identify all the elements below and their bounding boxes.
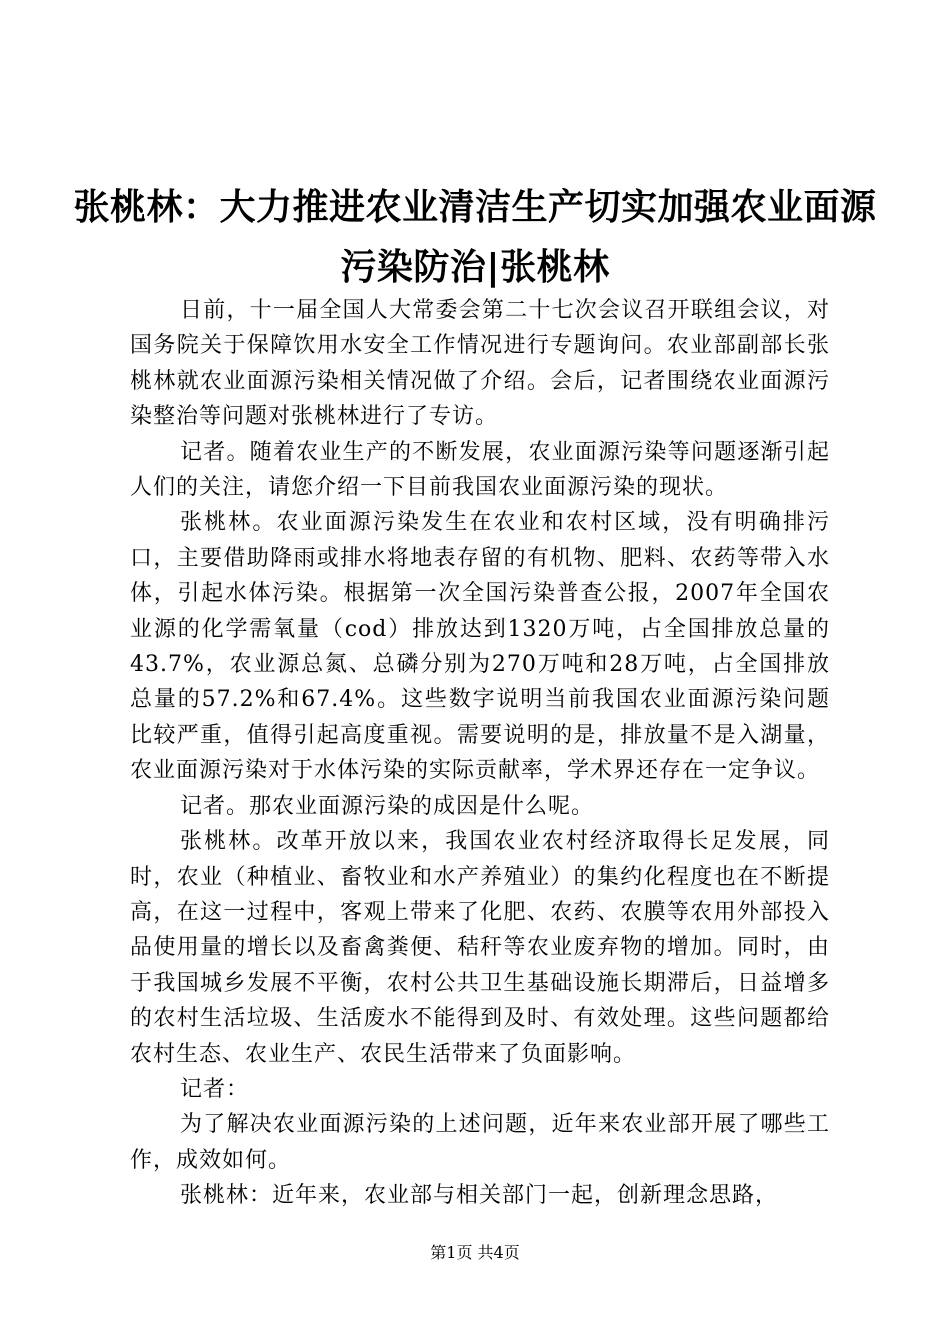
paragraph: 记者：	[180, 1076, 250, 1102]
page-footer: 第1页 共4页	[430, 1243, 520, 1262]
paragraph: 张桃林：近年来，农业部与相关部门一起，创新理念思路，	[180, 1183, 779, 1209]
document-body	[130, 293, 830, 1214]
paragraph: 张桃林。改革开放以来，我国农业农村经济取得长足发展，同时，农业（种植业、畜牧业和水产养殖业）的集约化程度也在不断提高，在这一过程中，客观上带来了化肥、农药、农膜等农用外部投入品使用量的增长以及畜禽粪便、秸秆等农业废弃物的增加。同时，由于我国城乡发展不平衡，农村公共卫生基础设施长期滞后，日益增多的农村生活垃圾、生活废水不能得到及时、有效处理。这些问题都给农村生态、农业生产、农民生活带来了负面影响。	[130, 829, 830, 1067]
paragraph: 日前，十一届全国人大常委会第二十七次会议召开联组会议，对国务院关于保障饮用水安全工作情况进行专题询问。农业部副部长张桃林就农业面源污染相关情况做了介绍。会后，记者围绕农业面源污染整治等问题对张桃林进行了专访。	[130, 298, 830, 430]
paragraph: 张桃林。农业面源污染发生在农业和农村区域，没有明确排污口，主要借助降雨或排水将地表存留的有机物、肥料、农药等带入水体，引起水体污染。根据第一次全国污染普查公报，2007年全国农业源的化学需氧量（cod）排放达到1320万吨，占全国排放总量的43.7%，农业源总氮、总磷分别为270万吨和28万吨，占全国排放总量的57.2%和67.4%。这些数字说明当前我国农业面源污染问题比较严重，值得引起高度重视。需要说明的是，排放量不是入湖量，农业面源污染对于水体污染的实际贡献率，学术界还存在一定争议。	[130, 510, 830, 784]
paragraph: 记者。随着农业生产的不断发展，农业面源污染等问题逐渐引起人们的关注，请您介绍一下目前我国农业面源污染的现状。	[130, 439, 830, 501]
paragraph: 为了解决农业面源污染的上述问题，近年来农业部开展了哪些工作，成效如何。	[130, 1112, 830, 1173]
document-title: 张桃林：大力推进农业清洁生产切实加强农业面源污染防治|张桃林	[73, 187, 877, 288]
paragraph: 记者。那农业面源污染的成因是什么呢。	[180, 793, 595, 819]
